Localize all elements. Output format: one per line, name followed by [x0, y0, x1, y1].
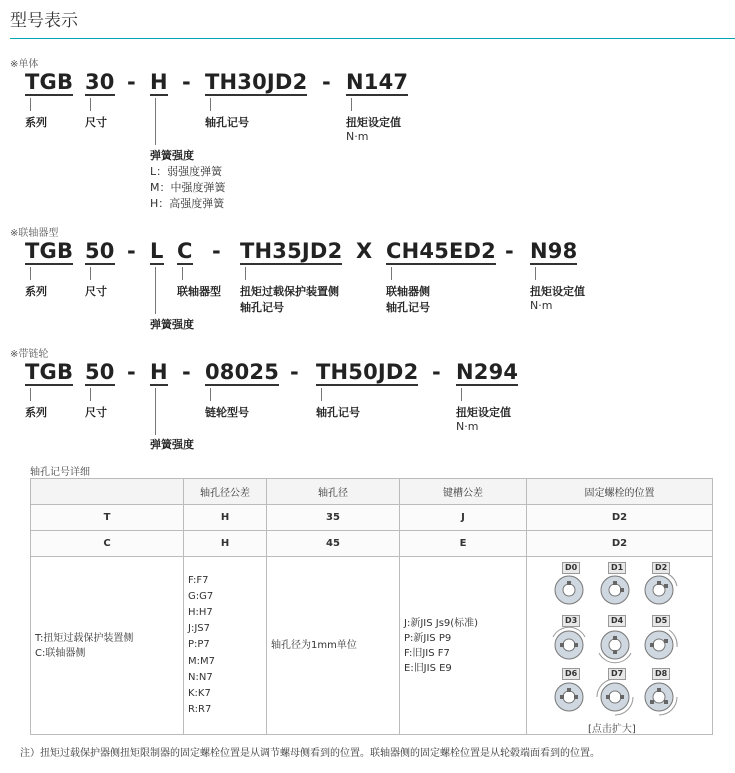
leader-line — [30, 98, 31, 111]
position-label: D3 — [562, 615, 580, 627]
hub-D3 — [553, 627, 585, 659]
leader-line — [321, 388, 322, 401]
fit-item: F:F7 — [188, 574, 209, 586]
code-dash: - — [127, 360, 136, 384]
table-header — [31, 479, 184, 505]
label-overload-side: 扭矩过载保护装置侧 — [240, 285, 339, 298]
code-size: 30 — [85, 70, 115, 94]
position-label: D8 — [652, 668, 670, 680]
table-header: 轴孔径 — [267, 479, 400, 505]
fit-item: M:M7 — [188, 655, 215, 667]
spring-option: M：中强度弹簧 — [150, 181, 226, 194]
expand-link[interactable]: [点击扩大] — [588, 724, 636, 735]
code-dash: - — [182, 360, 191, 384]
label-coupling-bore: 轴孔记号 — [386, 301, 430, 314]
bolt-position-figure[interactable] — [527, 557, 711, 734]
keyway-item: P:新JIS P9 — [404, 632, 452, 644]
leader-line — [155, 98, 156, 145]
label-coupling-type: 联轴器型 — [177, 285, 221, 298]
code-dash: - — [322, 70, 331, 94]
leader-line — [30, 267, 31, 280]
bore-note: 轴孔径为1mm单位 — [271, 640, 357, 651]
hub-D0 — [555, 576, 583, 604]
leader-line — [90, 388, 91, 401]
label-spring: 弹簧强度 — [150, 438, 194, 451]
torque-unit: N·m — [346, 130, 369, 143]
code-overload-bore: TH35JD2 — [240, 239, 343, 263]
table-header-row — [31, 479, 713, 505]
spring-option: L：弱强度弹簧 — [150, 165, 223, 178]
table-cell: J — [400, 505, 527, 531]
fit-list-cell — [184, 557, 267, 735]
title-divider — [10, 38, 735, 39]
label-bore: 轴孔记号 — [205, 116, 249, 129]
code-dash: - — [182, 70, 191, 94]
table-header: 键槽公差 — [400, 479, 527, 505]
leader-line — [90, 267, 91, 280]
label-size: 尺寸 — [85, 406, 107, 419]
hub-D4 — [599, 631, 631, 663]
fit-item: G:G7 — [188, 590, 214, 602]
bolt-position-cell — [527, 557, 713, 735]
position-label: D4 — [608, 615, 626, 627]
position-label: D2 — [652, 562, 670, 574]
hub-D7 — [597, 679, 633, 715]
leader-line — [391, 267, 392, 280]
code-torque: N294 — [456, 360, 519, 384]
table-cell: C — [31, 531, 184, 557]
torque-unit: N·m — [530, 299, 553, 312]
code-torque: N98 — [530, 239, 578, 263]
side-desc: T:扭矩过载保护装置侧 — [35, 632, 134, 644]
code-dash: - — [212, 239, 221, 263]
hub-D5 — [645, 630, 677, 659]
code-coupling-bore: CH45ED2 — [386, 239, 496, 263]
keyway-item: J:新JIS Js9(标准) — [404, 617, 479, 629]
code-series: TGB — [25, 360, 74, 384]
fit-item: P:P7 — [188, 639, 210, 651]
spring-option: H：高强度弹簧 — [150, 197, 225, 210]
position-label: D1 — [608, 562, 626, 574]
code-spring: H — [150, 70, 168, 94]
leader-line — [210, 98, 211, 111]
position-label: D6 — [562, 668, 580, 680]
section-label-single: ※单体 — [10, 59, 39, 70]
keyway-cell — [400, 557, 527, 735]
label-series: 系列 — [25, 116, 47, 129]
position-label: D5 — [652, 615, 670, 627]
table-detail-row — [31, 557, 713, 735]
code-x: X — [356, 239, 373, 263]
table-cell: E — [400, 531, 527, 557]
position-label: D0 — [562, 562, 580, 574]
label-spring: 弹簧强度 — [150, 318, 194, 331]
leader-line — [245, 267, 246, 280]
hub-D2 — [645, 574, 677, 604]
page-title: 型号表示 — [10, 11, 78, 31]
code-dash: - — [127, 70, 136, 94]
bore-code-table — [30, 478, 713, 735]
label-torque: 扭矩设定值 — [456, 406, 511, 419]
table-row — [31, 531, 713, 557]
leader-line — [30, 388, 31, 401]
leader-line — [461, 388, 462, 401]
leader-line — [535, 267, 536, 280]
table-cell: 35 — [267, 505, 400, 531]
section-label-sprocket: ※带链轮 — [10, 349, 49, 360]
table-cell: H — [184, 505, 267, 531]
label-sprocket-model: 链轮型号 — [205, 406, 249, 419]
fit-item: N:N7 — [188, 671, 213, 683]
label-bore: 轴孔记号 — [316, 406, 360, 419]
code-dash: - — [290, 360, 299, 384]
side-desc-cell — [31, 557, 184, 735]
code-size: 50 — [85, 239, 115, 263]
table-cell: D2 — [527, 505, 713, 531]
label-torque: 扭矩设定值 — [346, 116, 401, 129]
hub-D6 — [555, 683, 583, 711]
keyway-item: F:旧JIS F7 — [404, 647, 450, 659]
code-torque: N147 — [346, 70, 409, 94]
label-overload-bore: 轴孔记号 — [240, 301, 284, 314]
table-header: 轴孔径公差 — [184, 479, 267, 505]
label-size: 尺寸 — [85, 285, 107, 298]
position-label: D7 — [608, 668, 626, 680]
fit-item: K:K7 — [188, 688, 211, 699]
side-desc: C:联轴器侧 — [35, 647, 86, 659]
code-dash: - — [432, 360, 441, 384]
leader-line — [210, 388, 211, 401]
table-cell: 45 — [267, 531, 400, 557]
hub-D1 — [601, 576, 629, 604]
leader-line — [155, 388, 156, 435]
table-cell: H — [184, 531, 267, 557]
label-spring: 弹簧强度 — [150, 149, 194, 162]
table-header: 固定螺栓的位置 — [527, 479, 713, 505]
label-torque: 扭矩设定值 — [530, 285, 585, 298]
leader-line — [155, 267, 156, 314]
code-dash: - — [505, 239, 514, 263]
code-series: TGB — [25, 239, 74, 263]
table-cell: D2 — [527, 531, 713, 557]
label-series: 系列 — [25, 285, 47, 298]
label-coupling-side: 联轴器侧 — [386, 285, 430, 298]
code-bore: TH50JD2 — [316, 360, 419, 384]
table-row — [31, 505, 713, 531]
leader-line — [90, 98, 91, 111]
section-label-coupling: ※联轴器型 — [10, 228, 59, 239]
code-size: 50 — [85, 360, 115, 384]
footnote: 注）扭矩过载保护器侧扭矩限制器的固定螺栓位置是从调节螺母侧看到的位置。联轴器侧的固定螺栓位置是从轮毂端面看到的位置。 — [20, 748, 600, 759]
code-series: TGB — [25, 70, 74, 94]
fit-item: H:H7 — [188, 606, 213, 618]
keyway-item: E:旧JIS E9 — [404, 662, 452, 674]
table-cell: T — [31, 505, 184, 531]
leader-line — [351, 98, 352, 111]
hub-D8 — [645, 683, 677, 715]
code-spring: L — [150, 239, 164, 263]
code-coupling-type: C — [177, 239, 193, 263]
label-series: 系列 — [25, 406, 47, 419]
code-bore: TH30JD2 — [205, 70, 308, 94]
fit-item: R:R7 — [188, 704, 212, 716]
fit-item: J:JS7 — [188, 623, 210, 635]
label-size: 尺寸 — [85, 116, 107, 129]
torque-unit: N·m — [456, 420, 479, 433]
table-title: 轴孔记号详细 — [30, 467, 90, 478]
leader-line — [182, 267, 183, 280]
code-sprocket: 08025 — [205, 360, 280, 384]
bore-note-cell — [267, 557, 400, 735]
code-spring: H — [150, 360, 168, 384]
bolt-position-diagram — [527, 557, 711, 734]
code-dash: - — [127, 239, 136, 263]
